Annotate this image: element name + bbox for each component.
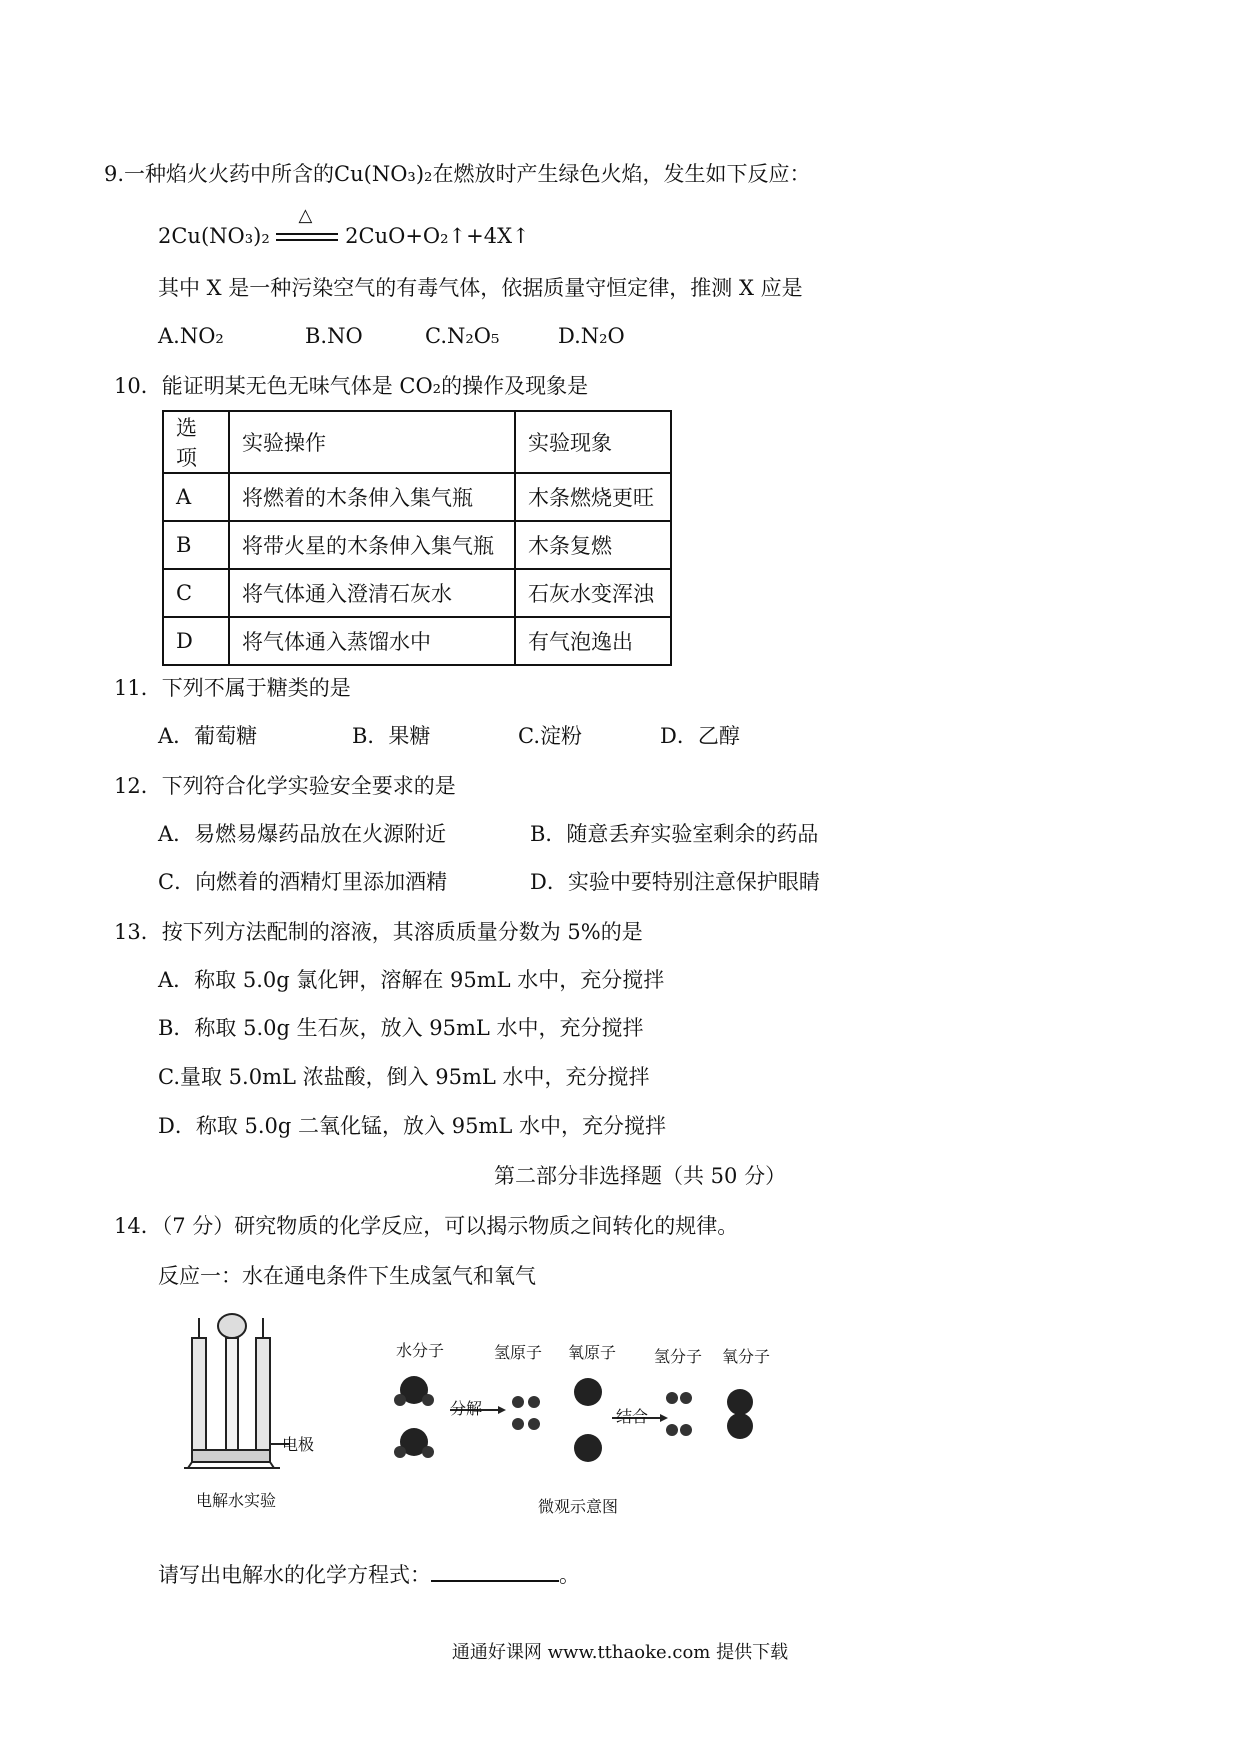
arrow-decompose-label: 分解 [450, 1399, 483, 1418]
q9-stem: 9.一种焰火火药中所含的Cu(NO₃)₂在燃放时产生绿色火焰，发生如下反应： [104, 162, 811, 186]
oxygen-molecule-label: 氧分子 [722, 1347, 771, 1366]
footer-text: 通通好课网 www.tthaoke.com 提供下载 [451, 1642, 789, 1663]
hydrogen-molecule-label: 氢分子 [654, 1347, 703, 1366]
water-molecule-label: 水分子 [396, 1341, 445, 1360]
q12-option-c: C．向燃着的酒精灯里添加酒精 [158, 870, 448, 894]
table-cell: C [163, 569, 229, 617]
q9-option-b: B.NO [305, 324, 363, 348]
electrolysis-apparatus-figure [180, 1308, 320, 1488]
q9-sub: 其中 X 是一种污染空气的有毒气体，依据质量守恒定律，推测 X 应是 [158, 276, 803, 300]
table-cell: 石灰水变浑浊 [515, 569, 671, 617]
q12-option-a: A．易燃易爆药品放在火源附近 [158, 822, 447, 846]
table-header-cell: 实验现象 [515, 411, 671, 473]
hydrogen-atom-label: 氢原子 [494, 1343, 543, 1362]
q13-option-d: D．称取 5.0g 二氧化锰，放入 95mL 水中，充分搅拌 [158, 1114, 666, 1138]
heat-triangle-icon: △ [298, 204, 313, 226]
part2-title: 第二部分非选择题（共 50 分） [494, 1164, 787, 1188]
q9-eq-right: 2CuO+O₂↑+4X↑ [345, 224, 530, 248]
q14-stem: 14．（7 分）研究物质的化学反应，可以揭示物质之间转化的规律。 [114, 1214, 739, 1238]
q10-stem: 10．能证明某无色无味气体是 CO₂的操作及现象是 [114, 374, 589, 398]
table-cell: A [163, 473, 229, 521]
table-cell: 将气体通入蒸馏水中 [229, 617, 515, 665]
q10-table [162, 410, 672, 666]
oxygen-atom-label: 氧原子 [568, 1343, 617, 1362]
q11-option-c: C.淀粉 [518, 724, 582, 748]
table-header-cell: 选项 [163, 411, 229, 473]
q13-option-b: B．称取 5.0g 生石灰，放入 95mL 水中，充分搅拌 [158, 1016, 644, 1040]
table-row [163, 473, 671, 521]
q14-prompt-text: 请写出电解水的化学方程式： [158, 1563, 431, 1587]
table-header-row [163, 411, 671, 473]
micro-caption: 微观示意图 [538, 1497, 619, 1516]
micro-schematic-figure [390, 1368, 780, 1478]
table-cell: 有气泡逸出 [515, 617, 671, 665]
q11-option-b: B．果糖 [352, 724, 431, 748]
q13-option-c: C.量取 5.0mL 浓盐酸，倒入 95mL 水中，充分搅拌 [158, 1065, 650, 1089]
table-row [163, 521, 671, 569]
q9-option-a: A.NO₂ [158, 324, 224, 348]
q12-option-d: D．实验中要特别注意保护眼睛 [530, 870, 820, 894]
q14-reaction1: 反应一：水在通电条件下生成氢气和氧气 [158, 1264, 536, 1288]
table-row [163, 569, 671, 617]
q9-equation [158, 204, 530, 250]
table-cell: B [163, 521, 229, 569]
q11-stem: 11．下列不属于糖类的是 [114, 676, 351, 700]
electrode-label: 电极 [282, 1435, 315, 1454]
answer-blank[interactable] [431, 1560, 559, 1582]
q9-option-c: C.N₂O₅ [425, 324, 500, 348]
q11-option-d: D．乙醇 [660, 724, 740, 748]
q14-prompt-end: 。 [559, 1563, 580, 1587]
table-cell: 木条复燃 [515, 521, 671, 569]
q14-prompt [158, 1560, 580, 1589]
apparatus-caption: 电解水实验 [196, 1491, 277, 1510]
q13-option-a: A．称取 5.0g 氯化钾，溶解在 95mL 水中，充分搅拌 [158, 968, 665, 992]
q11-option-a: A．葡萄糖 [158, 724, 258, 748]
table-header-cell: 实验操作 [229, 411, 515, 473]
q9-eq-sign [276, 204, 338, 248]
q9-eq-left: 2Cu(NO₃)₂ [158, 224, 270, 248]
table-cell: 将燃着的木条伸入集气瓶 [229, 473, 515, 521]
q12-option-b: B．随意丢弃实验室剩余的药品 [530, 822, 819, 846]
table-row [163, 617, 671, 665]
arrow-combine-label: 结合 [616, 1407, 649, 1426]
table-cell: 木条燃烧更旺 [515, 473, 671, 521]
table-cell: 将气体通入澄清石灰水 [229, 569, 515, 617]
q9-option-d: D.N₂O [558, 324, 625, 348]
q13-stem: 13．按下列方法配制的溶液，其溶质质量分数为 5%的是 [114, 920, 643, 944]
table-cell: D [163, 617, 229, 665]
q12-stem: 12．下列符合化学实验安全要求的是 [114, 774, 456, 798]
table-cell: 将带火星的木条伸入集气瓶 [229, 521, 515, 569]
